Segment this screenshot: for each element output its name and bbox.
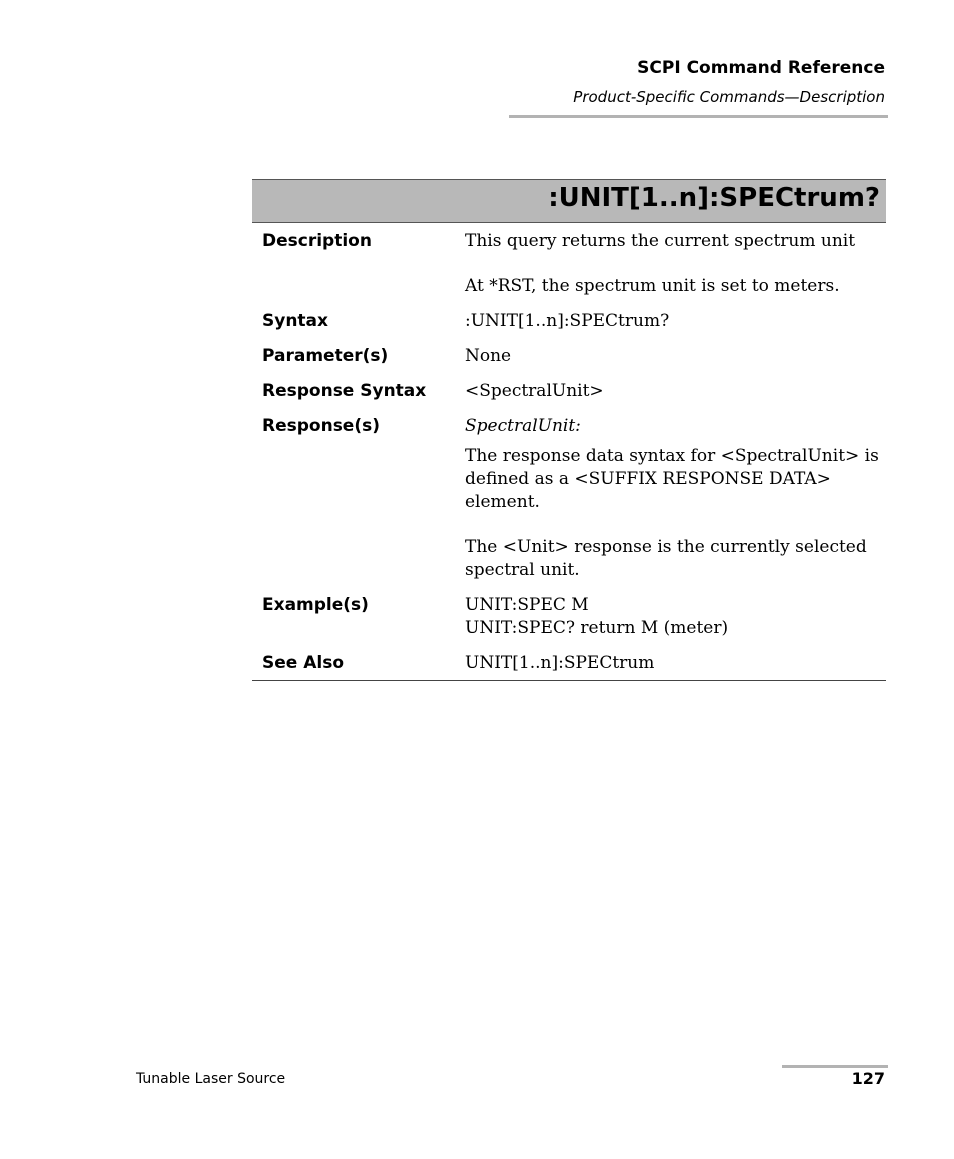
response-name: SpectralUnit: [465,416,581,436]
value-see-also: UNIT[1..n]:SPECtrum [465,653,655,673]
row-responses [252,408,886,587]
row-response-syntax [252,373,886,408]
header-subtitle: Product-Specific Commands—Description [573,88,885,106]
row-parameters [252,338,886,373]
page-number: 127 [851,1069,885,1088]
footer-rule [782,1065,888,1068]
response-para-2: The <Unit> response is the currently selected spectral unit. [465,537,867,580]
row-see-also [252,645,886,680]
value-parameters: None [465,346,512,366]
label-see-also: See Also [262,653,345,673]
row-examples [252,587,886,645]
label-description: Description [262,231,372,251]
footer-product: Tunable Laser Source [136,1071,286,1087]
value-response-syntax: <SpectralUnit> [465,381,604,401]
command-title: :UNIT[1..n]:SPECtrum? [548,183,880,213]
label-examples: Example(s) [262,595,369,615]
label-syntax: Syntax [262,311,328,331]
response-para-1: The response data syntax for <SpectralUnit> is defined as a <SUFFIX RESPONSE DATA> element. [465,446,879,512]
description-line-2: At *RST, the spectrum unit is set to meters. [465,276,840,296]
description-line-1: This query returns the current spectrum unit [465,231,856,251]
label-response-syntax: Response Syntax [262,381,427,401]
row-description [252,223,886,303]
value-responses [465,415,886,582]
value-examples [465,594,886,640]
row-syntax [252,303,886,338]
header-rule [509,115,888,118]
example-line-1: UNIT:SPEC M [465,595,589,615]
header-title: SCPI Command Reference [637,58,885,78]
label-responses: Response(s) [262,416,380,436]
label-parameters: Parameter(s) [262,346,389,366]
command-title-bar [252,179,886,223]
command-table [252,223,886,681]
example-line-2: UNIT:SPEC? return M (meter) [465,618,729,638]
value-syntax: :UNIT[1..n]:SPECtrum? [465,311,670,331]
value-description [465,230,886,298]
